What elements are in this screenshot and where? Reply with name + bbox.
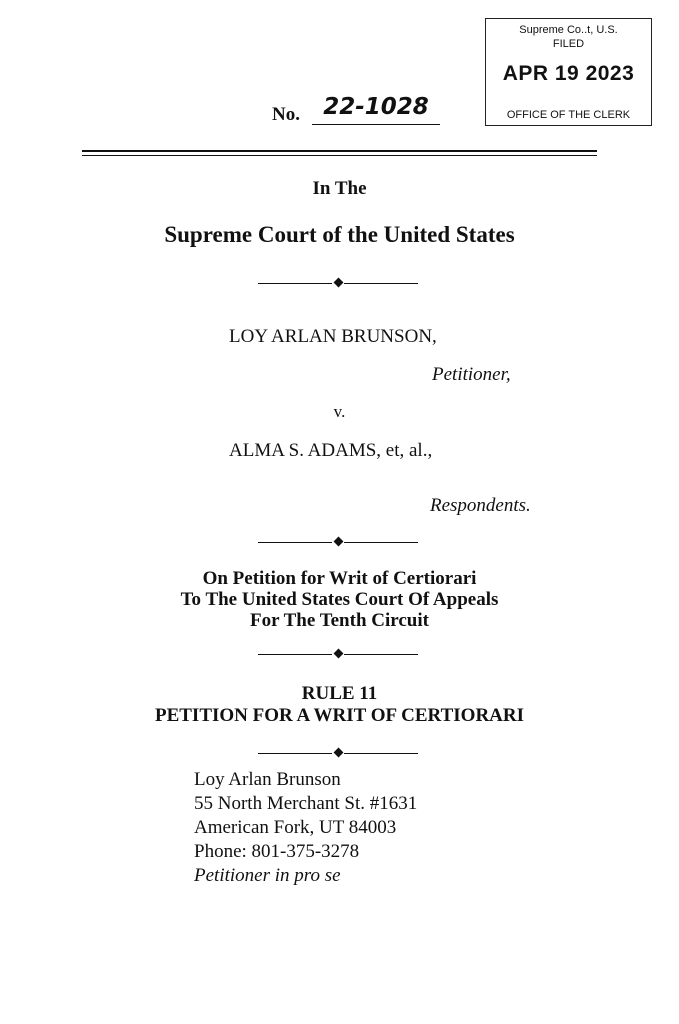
in-the-heading: In The [312, 178, 367, 199]
divider-bar-right [344, 283, 418, 284]
divider-bar-right [344, 654, 418, 655]
divider-bar-left [258, 654, 332, 655]
stamp-date: APR 19 2023 [502, 62, 635, 85]
divider-bar-right [344, 753, 418, 754]
diamond-icon [334, 278, 344, 288]
petition-line-2: To The United States Court Of Appeals [180, 589, 499, 610]
petition-line-1: On Petition for Writ of Certiorari [202, 568, 477, 589]
diamond-icon [334, 537, 344, 547]
petitioner-name: LOY ARLAN BRUNSON, [229, 326, 437, 347]
contact-name: Loy Arlan Brunson [194, 769, 341, 790]
petition-caption [0, 568, 679, 631]
court-title: Supreme Court of the United States [164, 222, 515, 247]
header-rule-thin [82, 155, 597, 156]
contact-role: Petitioner in pro se [194, 865, 341, 886]
docket-prefix: No. [272, 104, 300, 125]
stamp-filed-line: FILED [552, 38, 585, 50]
document-title [0, 683, 679, 727]
contact-phone: Phone: 801-375-3278 [194, 841, 360, 862]
section-divider [258, 277, 418, 289]
docket-underline [312, 124, 440, 125]
contact-address-line-2: American Fork, UT 84003 [194, 817, 397, 838]
stamp-office: OFFICE OF THE CLERK [506, 109, 631, 121]
stamp-court-line: Supreme Co..t, U.S. [519, 24, 618, 36]
filed-stamp [485, 18, 652, 126]
divider-bar-left [258, 542, 332, 543]
divider-bar-right [344, 542, 418, 543]
rule-number: RULE 11 [301, 683, 378, 704]
petition-line-3: For The Tenth Circuit [250, 610, 429, 631]
section-divider [258, 747, 418, 759]
diamond-icon [334, 649, 344, 659]
respondent-name: ALMA S. ADAMS, et, al., [229, 440, 433, 461]
section-divider [258, 536, 418, 548]
docket-number: 22-1028 [323, 94, 429, 120]
petitioner-role: Petitioner, [432, 364, 511, 385]
diamond-icon [334, 748, 344, 758]
divider-bar-left [258, 283, 332, 284]
header-rule-thick [82, 150, 597, 152]
divider-bar-left [258, 753, 332, 754]
versus: v. [333, 402, 346, 421]
contact-address-line-1: 55 North Merchant St. #1631 [194, 793, 418, 814]
petitioner-contact [194, 768, 417, 888]
respondent-role: Respondents. [430, 495, 531, 516]
section-divider [258, 648, 418, 660]
petition-title: PETITION FOR A WRIT OF CERTIORARI [154, 705, 525, 726]
